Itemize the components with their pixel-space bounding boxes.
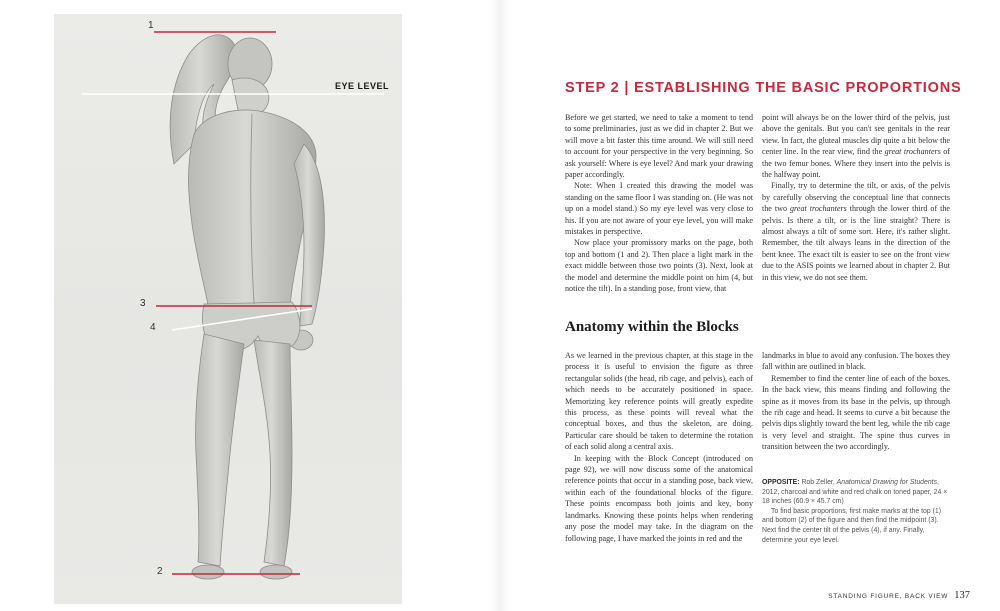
marker-3: 3 [140, 298, 146, 309]
caption-note: To find basic proportions, first make marks at the top (1) and bottom (2) of the figure and then find the midpoint (3). Next find the center tilt of the pelvis (4), if any. Finally, determine your eye level. [762, 507, 942, 544]
text-run: of the two femur bones. Where they insert into the pelvis is the halfway point. [762, 147, 951, 180]
eye-level-label: EYE LEVEL [335, 81, 390, 91]
text-run: Finally, try to determine the tilt, or axis, of the pelvis by carefully observing the conceptual line that connects the two [762, 181, 950, 214]
caption-lead: OPPOSITE: [762, 479, 802, 486]
figure-caption [762, 478, 952, 545]
paragraph: landmarks in blue to avoid any confusion. The boxes they fall within are outlined in black. [762, 351, 950, 372]
text-column-4 [762, 350, 950, 453]
caption-work: Anatomical Drawing for Students [836, 479, 938, 486]
emphasis-text: great trochanters [789, 204, 847, 214]
step-title: STEP 2 | ESTABLISHING THE BASIC PROPORTIONS [565, 80, 962, 96]
text-run: through the lower third of the pelvis. Is there a tilt, or is the line straight? There is almost always a tilt of some sort. Here, it's rather slight. Remember, the tilt always leans in the direction of the bent knee. The exact tilt is easier to see on the front view due to the ASIS points we learned about in chapter 2. But in this view, we do not see them. [762, 204, 951, 282]
text-column-1 [565, 112, 753, 295]
paragraph: Note: When I created this drawing the model was standing on the same floor I was standing on. (He was not up on a model stand.) So my eye level was very close to his. If you are not aware of your eye level, you will make mistakes in perspective. [565, 181, 753, 237]
marker-1: 1 [148, 20, 154, 31]
emphasis-text: great trochanters [884, 147, 941, 157]
text-run: point will always be on the lower third of the pelvis, just above the genitals. But you can't see genitals in the rear view. In fact, the gluteal muscles dip quite a bit below the center line. In the rear view, find the [762, 113, 950, 157]
section-heading: Anatomy within the Blocks [565, 319, 739, 335]
caption-author: Rob Zeller, [801, 479, 837, 486]
page-number: 137 [954, 590, 970, 601]
gutter-shadow [490, 0, 510, 611]
marker-4: 4 [150, 322, 156, 333]
paragraph [762, 112, 950, 180]
page-footer [800, 585, 970, 603]
paragraph: As we learned in the previous chapter, at this stage in the process it is useful to envision the figure as three rectangular solids (the head, rib cage, and pelvis), each of which needs to be accurately positioned in space. Memorizing key reference points will greatly expedite this process, as these points will reveal what the conceptual boxes, and thus the skeleton, are doing. Particular care should be taken to determine the rotation of each solid along a central axis. [565, 351, 753, 452]
running-head: STANDING FIGURE, BACK VIEW [828, 593, 949, 600]
caption-credit [762, 478, 952, 507]
marker-2: 2 [157, 566, 163, 577]
text-column-3 [565, 350, 753, 544]
paragraph: Now place your promissory marks on the page, both top and bottom (1 and 2). Then place a light mark in the exact middle between those two points (3). Next, look at the model and determine the middle point on him (4, but notice the tilt). In a standing pose, front view, that [565, 238, 753, 294]
paragraph [762, 180, 950, 283]
caption-details: , 2012, charcoal and white and red chalk on toned paper, 24 × 18 inches (60.9 × 45.7 cm) [762, 479, 948, 506]
standing-figure-back-view-icon [54, 14, 402, 604]
paragraph: Before we get started, we need to take a moment to tend to some preliminaries, just as we did in chapter 2. But we will move a bit faster this time around. We will still need to account for your perspective in the very beginning. So ask yourself: Where is eye level? And mark your drawing paper accordingly. [565, 113, 753, 180]
paragraph: In keeping with the Block Concept (introduced on page 92), we will now discuss some of the anatomical reference points that occur in a standing pose, back view, within each of the foundational blocks of the figure. These points encompass both joints and key, bony landmarks. Knowing these points helps when rendering any pose the model may take. In the diagram on the following page, I have marked the joints in red and the [565, 453, 753, 543]
text-column-2 [762, 112, 950, 283]
paragraph: Remember to find the center line of each of the boxes. In the back view, this means finding and following the spine as it moves from its base in the pelvis, up through the rib cage and head. It seems to curve a bit because the pelvis dips slightly toward the bent leg, while the rib cage is very level and straight. The spine thus curves in transition between the two accordingly. [762, 373, 950, 452]
